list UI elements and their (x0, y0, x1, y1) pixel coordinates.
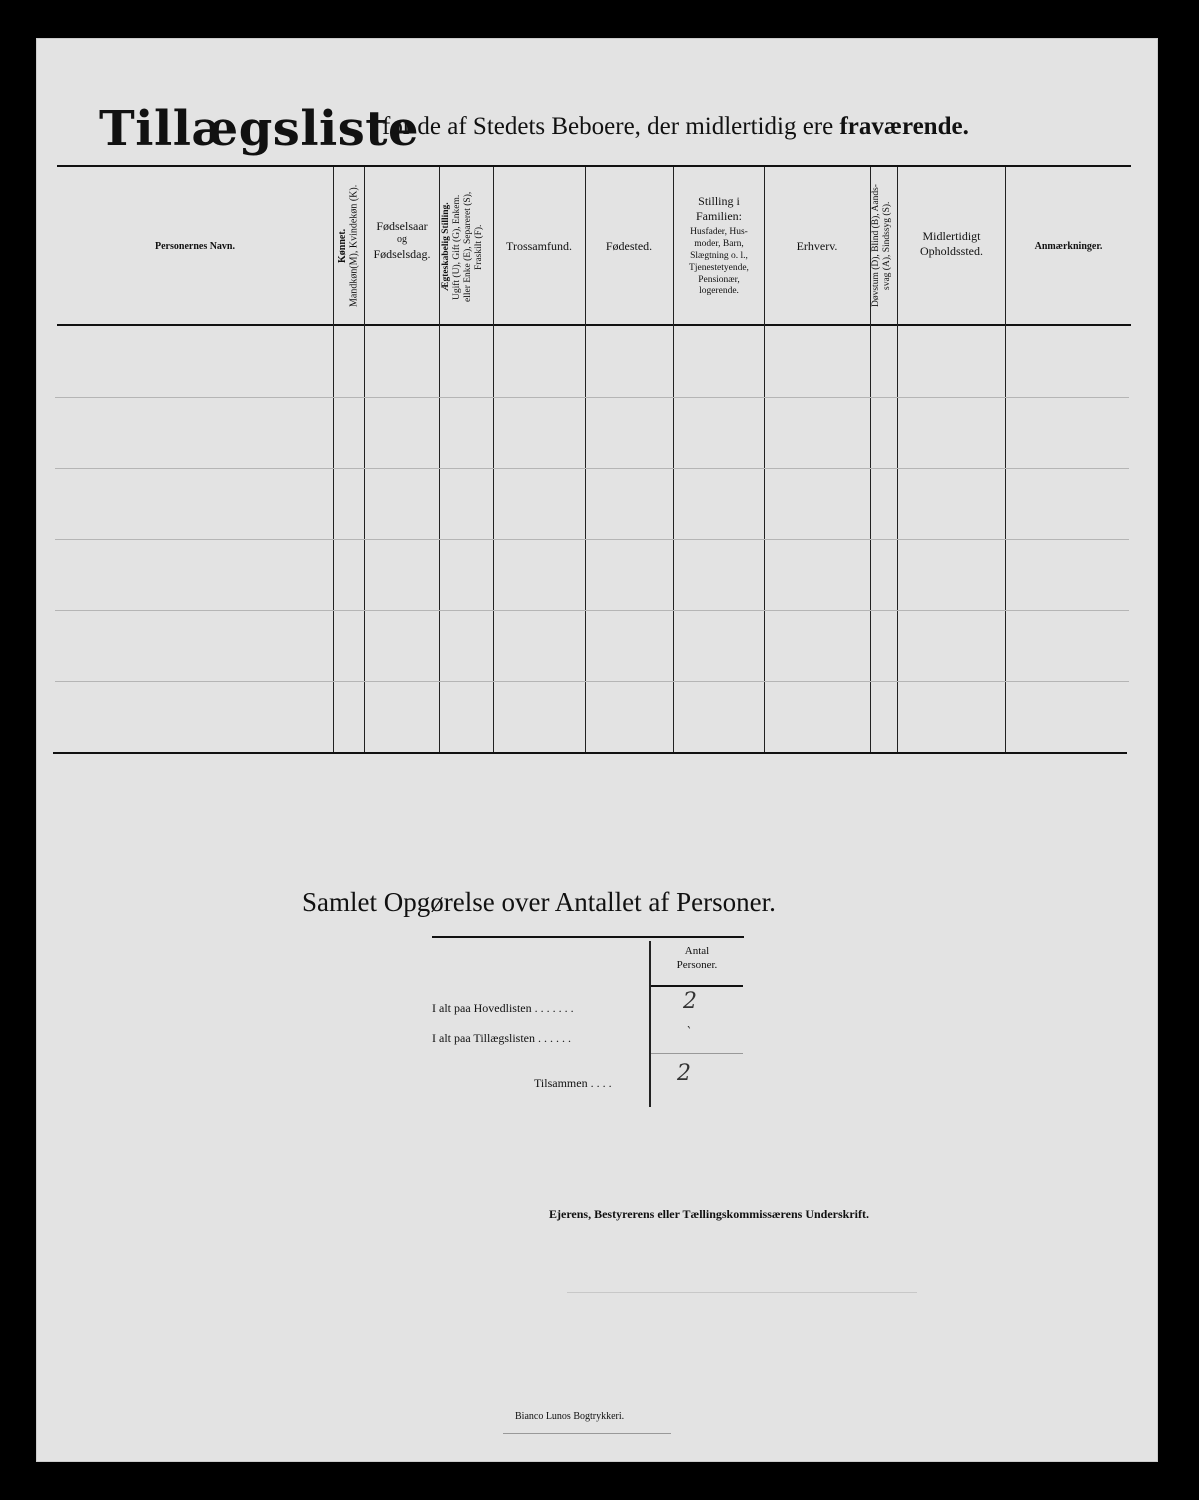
form-subtitle-emphasis: fraværende. (839, 113, 969, 140)
header-bottom-rule (57, 324, 1131, 326)
header-family-line: Tjenestetyende, (689, 262, 749, 273)
form-title: Tillægsliste (99, 101, 420, 157)
table-bottom-rule (53, 752, 1127, 754)
header-occupation: Erhverv. (796, 239, 838, 253)
header-name: Personernes Navn. (155, 241, 235, 252)
header-family-line: Husfader, Hus- (690, 227, 748, 237)
header-disability-line: Døvstum (D), Blind (B), Aands- (871, 184, 881, 308)
header-marital-codes: Ugift (U), Gift (G), Enkem. (451, 194, 462, 300)
header-marital-title: Ægteskabelig Stilling. (441, 202, 451, 292)
col-divider (439, 167, 440, 752)
form-subtitle-text: for de af Stedets Beboere, der midlertidig ere (382, 113, 840, 140)
header-sex-title: Kønnet. (337, 228, 348, 264)
header-sex (337, 171, 363, 321)
summary-row-label: I alt paa Hovedlisten . . . . . . . (432, 1001, 574, 1015)
census-form-sheet (36, 38, 1158, 1462)
header-disability (871, 171, 896, 321)
header-temp-line: Opholdssted. (920, 244, 983, 258)
header-family-line: Stilling i (698, 194, 740, 208)
header-birth-line: og (397, 234, 407, 245)
summary-col-header (651, 945, 743, 973)
table-top-rule (57, 165, 1131, 167)
header-family-position (674, 194, 764, 298)
summary-row-label: Tilsammen . . . . (534, 1076, 612, 1090)
header-sex-codes: Mandkøn(M), Kvindekøn (K). (348, 184, 360, 308)
table-row (55, 539, 1129, 540)
printer-rule (503, 1433, 671, 1434)
summary-title: Samlet Opgørelse over Antallet af Personer. (302, 887, 776, 917)
summary-col-header-line: Personer. (676, 958, 718, 971)
header-family-line: moder, Barn, (694, 238, 744, 249)
signature-line (567, 1292, 917, 1293)
summary-header-rule (651, 985, 743, 987)
header-family-line: Familien: (696, 209, 742, 223)
header-family-line: logerende. (699, 286, 739, 297)
col-divider (493, 167, 494, 752)
col-divider (1005, 167, 1006, 752)
summary-col-header-line: Antal (684, 945, 710, 957)
table-row (55, 610, 1129, 611)
header-birth-line: Fødselsdag. (373, 246, 431, 261)
summary-row-value: 2 (677, 1061, 691, 1086)
header-temporary-residence (898, 229, 1005, 259)
header-birth-line: Fødselsaar (376, 219, 428, 233)
header-remarks: Anmærkninger. (1034, 241, 1103, 252)
col-divider (333, 167, 334, 752)
summary-top-rule (432, 936, 744, 938)
form-subtitle (382, 113, 969, 141)
header-marital-codes: eller Enke (E), Separeret (S), (462, 191, 473, 303)
header-birth (365, 219, 439, 262)
summary-row-label: I alt paa Tillægslisten . . . . . . (432, 1031, 572, 1045)
summary-row-value: ` (685, 1025, 692, 1041)
col-divider (585, 167, 586, 752)
table-row (55, 397, 1129, 398)
table-row (55, 468, 1129, 469)
header-religion: Trossamfund. (506, 239, 572, 253)
header-marital-codes: Fraskilt (F). (473, 224, 484, 270)
header-disability-line: svag (A), Sindssyg (S). (881, 201, 892, 291)
col-divider (764, 167, 765, 752)
header-temp-line: Midlertidigt (922, 229, 981, 243)
header-marital-status (441, 173, 491, 321)
printer-imprint: Bianco Lunos Bogtrykkeri. (515, 1411, 625, 1422)
summary-row-value: 2 (683, 989, 697, 1014)
header-birthplace: Fødested. (605, 239, 653, 253)
header-family-line: Slægtning o. l., (690, 250, 748, 261)
header-family-line: Pensionær, (698, 274, 740, 285)
summary-sum-rule (651, 1053, 743, 1054)
table-row (55, 681, 1129, 682)
signature-label: Ejerens, Bestyrerens eller Tællingskommissærens Underskrift. (549, 1207, 869, 1221)
